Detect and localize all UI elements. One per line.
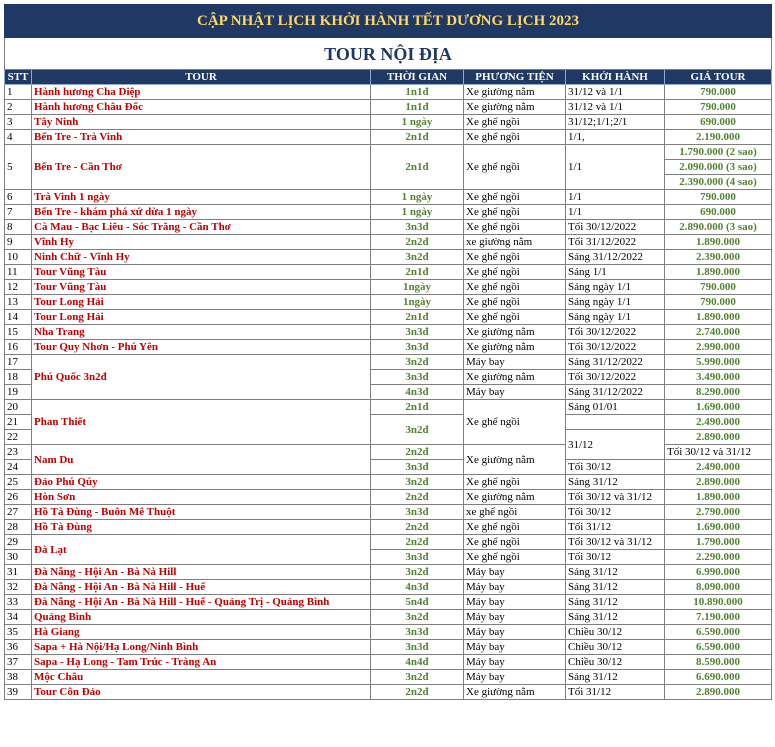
row-tour-name: Ninh Chữ - Vĩnh Hy xyxy=(32,250,371,265)
row-price: 2.740.000 xyxy=(665,325,772,340)
row-stt: 18 xyxy=(5,370,32,385)
column-header-tour: TOUR xyxy=(32,70,371,85)
row-tour-name: Nam Du xyxy=(32,445,371,475)
row-duration: 3n2đ xyxy=(371,475,464,490)
row-transport: Máy bay xyxy=(464,640,566,655)
row-stt: 20 xyxy=(5,400,32,415)
row-departure: 31/12 và 1/1 xyxy=(566,100,665,115)
row-duration: 4n4đ xyxy=(371,655,464,670)
row-price: 8.290.000 xyxy=(665,385,772,400)
row-tour-name: Hà Giang xyxy=(32,625,371,640)
row-transport: Xe giường nằm xyxy=(464,100,566,115)
row-stt: 19 xyxy=(5,385,32,400)
row-tour-name: Hồ Tà Đùng xyxy=(32,520,371,535)
row-tour-name: Nha Trang xyxy=(32,325,371,340)
row-stt: 37 xyxy=(5,655,32,670)
row-transport: Xe giường nằm xyxy=(464,370,566,385)
table-row xyxy=(5,145,772,160)
row-tour-name: Phan Thiết xyxy=(32,400,371,445)
row-departure: Tối 31/12/2022 xyxy=(566,235,665,250)
row-stt: 26 xyxy=(5,490,32,505)
row-departure: 1/1, xyxy=(566,130,665,145)
row-stt: 39 xyxy=(5,685,32,700)
table-row xyxy=(5,85,772,100)
row-tour-name: Sapa + Hà Nội/Hạ Long/Ninh Bình xyxy=(32,640,371,655)
table-row xyxy=(5,130,772,145)
table-row xyxy=(5,250,772,265)
row-stt: 12 xyxy=(5,280,32,295)
row-transport: Xe giường nằm xyxy=(464,325,566,340)
row-departure: Sáng 31/12 xyxy=(566,580,665,595)
row-departure: Sáng 31/12/2022 xyxy=(566,250,665,265)
row-departure: Sáng 31/12/2022 xyxy=(566,385,665,400)
row-departure: 31/12;1/1;2/1 xyxy=(566,115,665,130)
row-departure: Sáng ngày 1/1 xyxy=(566,280,665,295)
row-departure: Sáng 31/12 xyxy=(566,565,665,580)
row-duration: 2n1đ xyxy=(371,400,464,415)
row-duration: 3n2đ xyxy=(371,415,464,445)
row-duration: 1ngày xyxy=(371,295,464,310)
row-price: 5.990.000 xyxy=(665,355,772,370)
row-stt: 21 xyxy=(5,415,32,430)
row-departure xyxy=(566,415,665,430)
row-stt: 11 xyxy=(5,265,32,280)
table-row xyxy=(5,235,772,250)
row-duration: 1 ngày xyxy=(371,190,464,205)
row-stt: 22 xyxy=(5,430,32,445)
row-tour-name: Đà Lạt xyxy=(32,535,371,565)
row-duration: 3n3đ xyxy=(371,325,464,340)
row-price: 1.890.000 xyxy=(665,235,772,250)
row-departure: 31/12 và 1/1 xyxy=(566,85,665,100)
row-transport: Xe ghế ngồi xyxy=(464,115,566,130)
row-stt: 25 xyxy=(5,475,32,490)
row-duration: 1ngày xyxy=(371,280,464,295)
row-stt: 36 xyxy=(5,640,32,655)
row-duration: 1n1đ xyxy=(371,85,464,100)
table-row xyxy=(5,325,772,340)
row-duration: 3n2đ xyxy=(371,610,464,625)
row-tour-name: Bến Tre - khám phá xứ dừa 1 ngày xyxy=(32,205,371,220)
row-tour-name: Tour Quy Nhơn - Phú Yên xyxy=(32,340,371,355)
row-price: 6.690.000 xyxy=(665,670,772,685)
row-price: 6.590.000 xyxy=(665,625,772,640)
row-duration: 2n2đ xyxy=(371,235,464,250)
row-duration: 2n2đ xyxy=(371,445,464,460)
row-tour-name: Hồ Tà Đùng - Buôn Mê Thuột xyxy=(32,505,371,520)
row-stt: 27 xyxy=(5,505,32,520)
row-transport: Xe ghế ngồi xyxy=(464,400,566,445)
row-stt: 8 xyxy=(5,220,32,235)
row-duration: 2n1đ xyxy=(371,145,464,190)
table-row xyxy=(5,655,772,670)
table-row xyxy=(5,265,772,280)
table-row xyxy=(5,565,772,580)
row-price: 2.790.000 xyxy=(665,505,772,520)
row-duration: 1 ngày xyxy=(371,205,464,220)
table-row xyxy=(5,505,772,520)
row-price: 690.000 xyxy=(665,115,772,130)
row-tour-name: Tour Vũng Tàu xyxy=(32,280,371,295)
row-tour-name: Đảo Phú Qúy xyxy=(32,475,371,490)
row-price-option: 1.790.000 (2 sao) xyxy=(665,145,772,160)
row-stt: 17 xyxy=(5,355,32,370)
row-transport: Xe ghế ngồi xyxy=(464,265,566,280)
row-price: 2.390.000 xyxy=(665,250,772,265)
row-tour-name: Bến Tre - Cần Thơ xyxy=(32,145,371,190)
column-header-stt: STT xyxy=(5,70,32,85)
row-price: 790.000 xyxy=(665,280,772,295)
row-departure: Sáng 31/12/2022 xyxy=(566,355,665,370)
row-stt: 28 xyxy=(5,520,32,535)
table-row xyxy=(5,685,772,700)
row-departure: Sáng ngày 1/1 xyxy=(566,295,665,310)
row-tour-name: Phú Quốc 3n2đ xyxy=(32,355,371,400)
row-transport: Máy bay xyxy=(464,565,566,580)
row-tour-name: Hành hương Cha Diệp xyxy=(32,85,371,100)
row-transport: Xe ghế ngồi xyxy=(464,550,566,565)
row-price: 8.590.000 xyxy=(665,655,772,670)
table-row xyxy=(5,490,772,505)
table-row xyxy=(5,100,772,115)
row-price: 10.890.000 xyxy=(665,595,772,610)
row-stt: 33 xyxy=(5,595,32,610)
row-transport: Xe giường nằm xyxy=(464,685,566,700)
table-row xyxy=(5,115,772,130)
row-duration: 3n3đ xyxy=(371,640,464,655)
row-stt: 31 xyxy=(5,565,32,580)
row-departure: Sáng 31/12 xyxy=(566,610,665,625)
row-stt: 4 xyxy=(5,130,32,145)
row-stt: 1 xyxy=(5,85,32,100)
row-price: 2.890.000 xyxy=(665,430,772,445)
row-departure: Sáng 1/1 xyxy=(566,265,665,280)
row-price: 2.890.000 (3 sao) xyxy=(665,220,772,235)
row-departure: Tối 30/12 và 31/12 xyxy=(665,445,772,460)
row-price: 1.890.000 xyxy=(665,265,772,280)
row-departure: Tối 30/12/2022 xyxy=(566,340,665,355)
row-tour-name: Hòn Sơn xyxy=(32,490,371,505)
row-duration: 2n2đ xyxy=(371,520,464,535)
row-departure: Tối 30/12 xyxy=(566,505,665,520)
row-price: 1.690.000 xyxy=(665,400,772,415)
row-transport: Xe giường nằm xyxy=(464,445,566,475)
row-transport: xe giường nằm xyxy=(464,235,566,250)
table-row xyxy=(5,640,772,655)
table-row xyxy=(5,295,772,310)
row-transport: Máy bay xyxy=(464,385,566,400)
row-departure: Tối 30/12/2022 xyxy=(566,325,665,340)
row-departure: Tối 30/12/2022 xyxy=(566,220,665,235)
table-row xyxy=(5,310,772,325)
row-transport: Xe ghế ngồi xyxy=(464,535,566,550)
row-departure: 1/1 xyxy=(566,190,665,205)
row-stt: 38 xyxy=(5,670,32,685)
row-price: 1.890.000 xyxy=(665,310,772,325)
row-duration: 2n2đ xyxy=(371,685,464,700)
row-tour-name: Tây Ninh xyxy=(32,115,371,130)
row-departure: Sáng 01/01 xyxy=(566,400,665,415)
row-transport: Máy bay xyxy=(464,595,566,610)
tour-schedule-table xyxy=(4,4,772,700)
table-row xyxy=(5,190,772,205)
row-stt: 34 xyxy=(5,610,32,625)
table-row xyxy=(5,610,772,625)
row-departure: Tối 30/12/2022 xyxy=(566,370,665,385)
section-title: TOUR NỘI ĐỊA xyxy=(5,38,772,70)
row-price: 6.990.000 xyxy=(665,565,772,580)
table-row xyxy=(5,520,772,535)
row-departure: Tối 31/12 xyxy=(566,520,665,535)
row-transport: Xe ghế ngồi xyxy=(464,145,566,190)
row-transport: Máy bay xyxy=(464,655,566,670)
row-tour-name: Quảng Bình xyxy=(32,610,371,625)
table-row xyxy=(5,595,772,610)
row-duration: 1 ngày xyxy=(371,115,464,130)
row-tour-name: Trà Vinh 1 ngày xyxy=(32,190,371,205)
row-stt: 23 xyxy=(5,445,32,460)
row-tour-name: Tour Long Hải xyxy=(32,295,371,310)
row-price: 2.490.000 xyxy=(665,460,772,475)
row-transport: Xe ghế ngồi xyxy=(464,310,566,325)
row-price: 2.990.000 xyxy=(665,340,772,355)
row-tour-name: Hành hương Châu Đốc xyxy=(32,100,371,115)
table-row xyxy=(5,340,772,355)
row-duration: 3n3đ xyxy=(371,460,464,475)
row-price: 2.890.000 xyxy=(665,685,772,700)
row-departure: 1/1 xyxy=(566,205,665,220)
row-stt: 35 xyxy=(5,625,32,640)
row-transport: Xe giường nằm xyxy=(464,85,566,100)
row-departure: Tối 30/12 và 31/12 xyxy=(566,490,665,505)
row-transport: Xe giường nằm xyxy=(464,490,566,505)
row-transport: Xe ghế ngồi xyxy=(464,280,566,295)
row-tour-name: Đà Nẵng - Hội An - Bà Nà Hill - Huế - Quảng Trị - Quảng Bình xyxy=(32,595,371,610)
row-price: 790.000 xyxy=(665,85,772,100)
row-price: 2.190.000 xyxy=(665,130,772,145)
row-stt: 2 xyxy=(5,100,32,115)
row-price: 7.190.000 xyxy=(665,610,772,625)
row-price: 1.890.000 xyxy=(665,490,772,505)
row-price: 790.000 xyxy=(665,295,772,310)
row-stt: 29 xyxy=(5,535,32,550)
row-transport: Máy bay xyxy=(464,625,566,640)
row-departure: Tối 31/12 xyxy=(566,685,665,700)
row-price: 6.590.000 xyxy=(665,640,772,655)
row-price: 2.290.000 xyxy=(665,550,772,565)
row-departure: Sáng 31/12 xyxy=(566,670,665,685)
row-stt: 3 xyxy=(5,115,32,130)
row-duration: 5n4đ xyxy=(371,595,464,610)
row-transport: Xe ghế ngồi xyxy=(464,520,566,535)
row-departure: Sáng 31/12 xyxy=(566,475,665,490)
row-duration: 3n3đ xyxy=(371,625,464,640)
row-stt: 6 xyxy=(5,190,32,205)
row-stt: 24 xyxy=(5,460,32,475)
column-header-row xyxy=(5,70,772,85)
row-stt: 30 xyxy=(5,550,32,565)
row-tour-name: Tour Long Hải xyxy=(32,310,371,325)
row-departure: Tối 30/12 và 31/12 xyxy=(566,535,665,550)
row-departure: Tối 30/12 xyxy=(566,460,665,475)
row-transport: Máy bay xyxy=(464,610,566,625)
row-tour-name: Vĩnh Hy xyxy=(32,235,371,250)
row-tour-name: Tour Vũng Tàu xyxy=(32,265,371,280)
row-transport: Xe ghế ngồi xyxy=(464,220,566,235)
row-duration: 3n3đ xyxy=(371,370,464,385)
table-row xyxy=(5,580,772,595)
table-row xyxy=(5,280,772,295)
table-row xyxy=(5,670,772,685)
row-price: 690.000 xyxy=(665,205,772,220)
column-header-departure: KHỞI HÀNH xyxy=(566,70,665,85)
row-transport: Máy bay xyxy=(464,670,566,685)
row-stt: 14 xyxy=(5,310,32,325)
row-price: 8.090.000 xyxy=(665,580,772,595)
row-duration: 3n2đ xyxy=(371,565,464,580)
row-price: 790.000 xyxy=(665,100,772,115)
row-departure: Sáng ngày 1/1 xyxy=(566,310,665,325)
row-departure: Sáng 31/12 xyxy=(566,595,665,610)
row-price: 1.790.000 xyxy=(665,535,772,550)
row-duration: 3n3đ xyxy=(371,340,464,355)
row-departure: Chiều 30/12 xyxy=(566,640,665,655)
page-title: CẬP NHẬT LỊCH KHỞI HÀNH TẾT DƯƠNG LỊCH 2023 xyxy=(5,5,772,38)
row-transport: Xe ghế ngồi xyxy=(464,250,566,265)
row-duration: 3n2đ xyxy=(371,250,464,265)
row-stt: 7 xyxy=(5,205,32,220)
row-duration: 2n1đ xyxy=(371,130,464,145)
table-row xyxy=(5,535,772,550)
row-duration: 3n3đ xyxy=(371,505,464,520)
column-header-time: THỜI GIAN xyxy=(371,70,464,85)
table-row xyxy=(5,220,772,235)
row-stt: 13 xyxy=(5,295,32,310)
row-price: 3.490.000 xyxy=(665,370,772,385)
row-price: 790.000 xyxy=(665,190,772,205)
row-tour-name: Bến Tre - Trà Vinh xyxy=(32,130,371,145)
row-stt: 9 xyxy=(5,235,32,250)
row-departure: 31/12 xyxy=(566,430,665,460)
row-stt: 16 xyxy=(5,340,32,355)
row-duration: 2n1đ xyxy=(371,265,464,280)
row-duration: 1n1đ xyxy=(371,100,464,115)
row-departure: Tối 30/12 xyxy=(566,550,665,565)
row-price: 2.890.000 xyxy=(665,475,772,490)
row-transport: Xe ghế ngồi xyxy=(464,205,566,220)
row-tour-name: Mộc Châu xyxy=(32,670,371,685)
row-tour-name: Sapa - Hạ Long - Tam Trúc - Tràng An xyxy=(32,655,371,670)
row-departure: Chiều 30/12 xyxy=(566,625,665,640)
row-stt: 10 xyxy=(5,250,32,265)
row-tour-name: Tour Côn Đảo xyxy=(32,685,371,700)
row-duration: 2n2đ xyxy=(371,490,464,505)
row-duration: 2n1đ xyxy=(371,310,464,325)
row-duration: 3n3đ xyxy=(371,550,464,565)
table-row xyxy=(5,205,772,220)
row-stt: 15 xyxy=(5,325,32,340)
table-row xyxy=(5,475,772,490)
row-transport: Xe ghế ngồi xyxy=(464,295,566,310)
table-row xyxy=(5,400,772,415)
row-transport: Máy bay xyxy=(464,355,566,370)
table-row xyxy=(5,625,772,640)
row-price: 2.490.000 xyxy=(665,415,772,430)
row-tour-name: Đà Nẵng - Hội An - Bà Nà Hill xyxy=(32,565,371,580)
row-stt: 32 xyxy=(5,580,32,595)
row-duration: 3n2đ xyxy=(371,670,464,685)
row-departure: Chiều 30/12 xyxy=(566,655,665,670)
row-transport: Xe ghế ngồi xyxy=(464,130,566,145)
row-transport: Máy bay xyxy=(464,580,566,595)
row-departure: 1/1 xyxy=(566,145,665,190)
row-stt: 5 xyxy=(5,145,32,190)
row-price: 1.690.000 xyxy=(665,520,772,535)
row-price-option: 2.090.000 (3 sao) xyxy=(665,160,772,175)
row-tour-name: Cà Mau - Bạc Liêu - Sóc Trăng - Cần Thơ xyxy=(32,220,371,235)
row-duration: 2n2đ xyxy=(371,535,464,550)
row-duration: 4n3đ xyxy=(371,580,464,595)
row-duration: 3n3đ xyxy=(371,220,464,235)
row-transport: Xe ghế ngồi xyxy=(464,190,566,205)
row-transport: xe ghế ngồi xyxy=(464,505,566,520)
row-price-option: 2.390.000 (4 sao) xyxy=(665,175,772,190)
row-transport: Xe giường nằm xyxy=(464,340,566,355)
row-tour-name: Đà Nẵng - Hội An - Bà Nà Hill - Huế xyxy=(32,580,371,595)
column-header-transport: PHƯƠNG TIỆN xyxy=(464,70,566,85)
row-transport: Xe ghế ngồi xyxy=(464,475,566,490)
table-row xyxy=(5,355,772,370)
row-duration: 4n3đ xyxy=(371,385,464,400)
row-duration: 3n2đ xyxy=(371,355,464,370)
column-header-price: GIÁ TOUR xyxy=(665,70,772,85)
